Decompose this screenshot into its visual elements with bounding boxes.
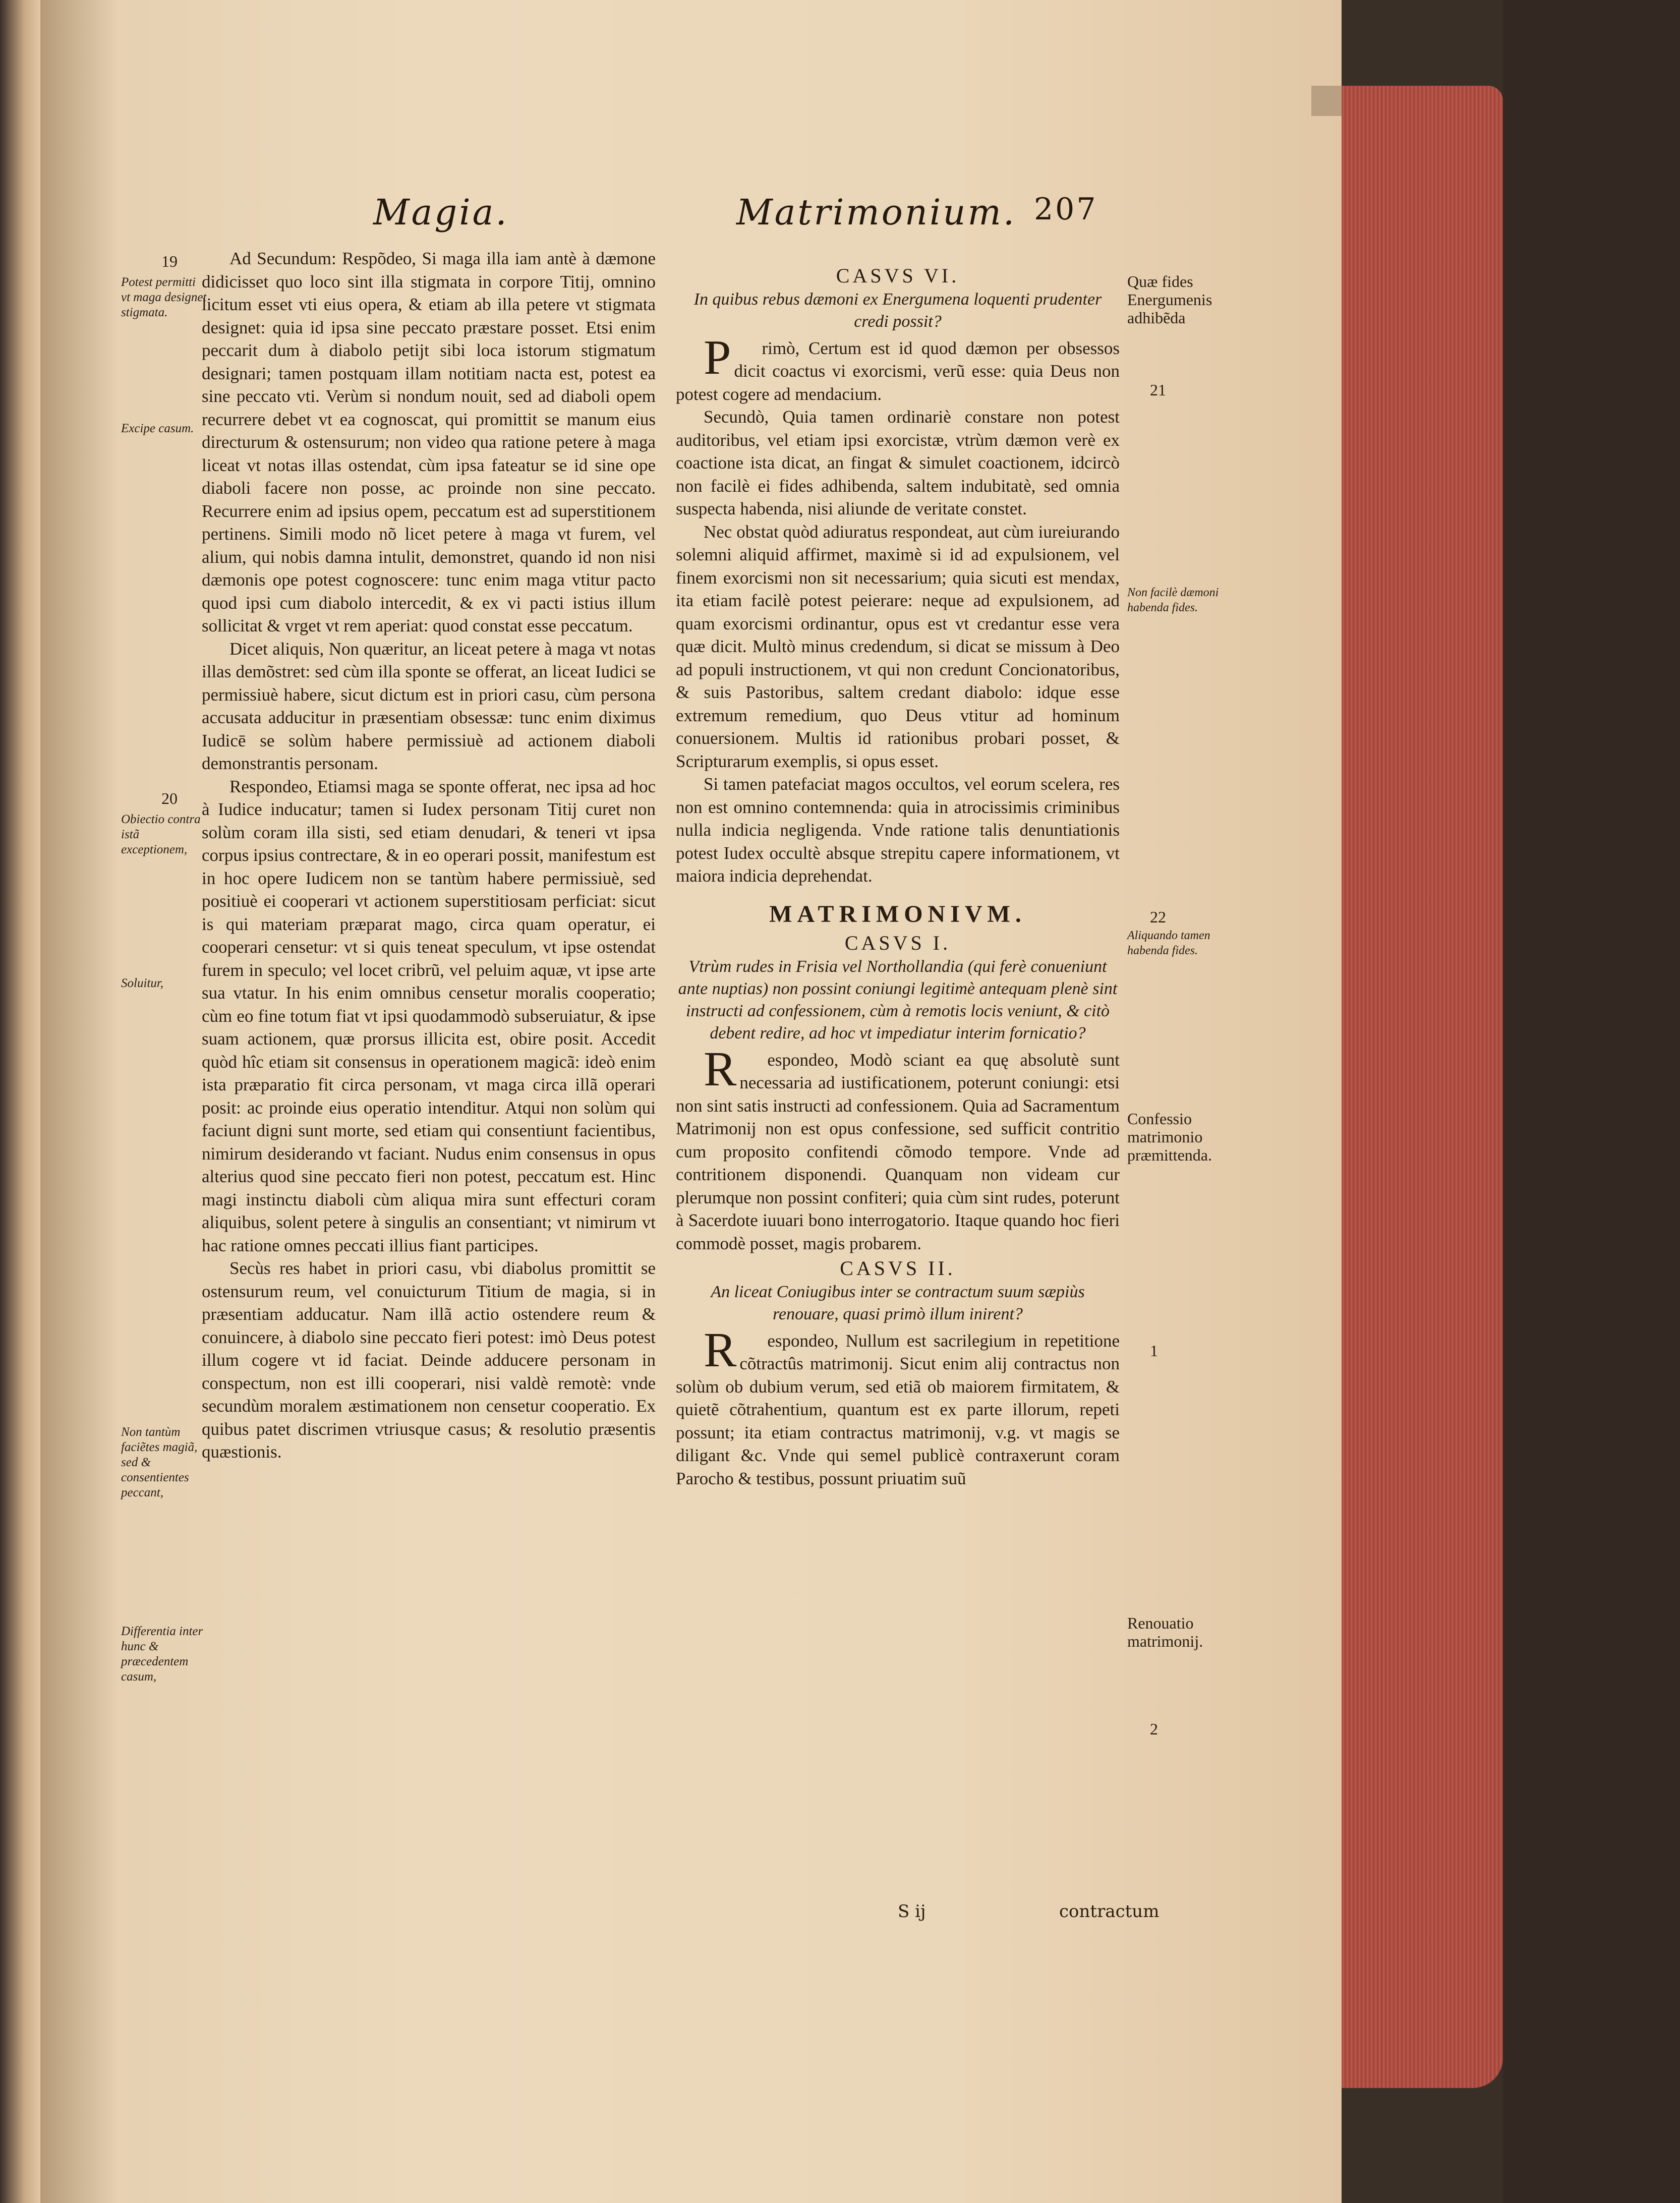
casus-heading: CASVS VI.: [836, 264, 960, 287]
casus-heading: CASVS II.: [840, 1257, 956, 1280]
casus-question: In quibus rebus dæmoni ex Energumena loquenti prudenter credi possit?: [693, 289, 1102, 331]
margin-number: 22: [1150, 908, 1166, 926]
red-page-edges: [1342, 86, 1503, 2088]
paragraph: Respondeo, Nullum est sacrilegium in repetitione cõtractûs matrimonij. Sicut enim alij contractus non solùm ob dubium verum, sed etiã ob maiorem firmitatem, & quietẽ cõtrahentium, quantum est ex parte illorum, repeti possunt; ita etiam contractus matrimonij, v.g. vt magis se diligant &c. Vnde qui semel publicè contraxerunt coram Parocho & testibus, possunt priuatim suũ: [676, 1322, 1120, 1488]
margin-note: Potest permitti vt maga designet stigmata.: [121, 275, 207, 319]
paragraph: Respondeo, Modò sciant ea quę absolutè sunt necessaria ad iustificationem, poterunt coniungi: etsi non sint satis instructi ad confessionem. Quia ad Sacramentum Matrimonij non est opus confessione, sed sufficit contritio cum proposito confitendi cõmodo tempore. Vnde ad contritionem disponendi. Quanquam non videam cur plerumque non possint confiteri; quia cùm sint rudes, poterunt à Sacerdote iuuari bono interrogatorio. Itaque quando hoc fieri commodè posset, magis probarem.: [676, 1041, 1120, 1253]
facing-page-edge: [0, 0, 40, 2203]
right-column: [676, 262, 1120, 1490]
margin-number: 21: [1150, 381, 1166, 399]
margin-note: Non tantùm faciẽtes magiã, sed & consentientes peccant,: [121, 1425, 198, 1499]
margin-note: Confessio matrimonio præmittenda.: [1127, 1110, 1212, 1164]
margin-note: Obiectio contra istã exceptionem,: [121, 813, 201, 856]
margin-number: 2: [1150, 1720, 1158, 1738]
paragraph: Ad Secundum: Respõdeo, Si maga illa iam antè à dæmone didicisset quo loco sint illa stigmata in corpore Titij, omnino licitum esset vti eius opera, & etiam ab illa petere vt stigmata designet: quia id ipsa sine peccato præstare posset. Etsi enim peccarit dum à diabolo petijt sibi loca istorum stigmatum designari; tamen postquam illam notitiam nacta est, potest ea sine peccato vti. Verùm si nondum nouit, sed ad diaboli opem recurrere debet vt ea cognoscat, qui promittit se manum eius directurum & ostensurum; non video qua ratione petere à maga liceat vt notas illas ostendat, cùm ipsa fateatur se id sine ope diaboli facere non posse, ac proinde non sine peccato. Recurrere enim ad ipsius opem, peccatum est ad superstitionem pertinens. Simili modo nõ licet petere à maga vt furem, vel alium, qui nobis damna intulit, demonstret, quando id non nisi dæmonis ope potest cognoscere: tunc enim maga vtitur pacto quod ipsi cum diabolo intercedit, & ex vi pacti istius illum sollicitat & vrget vt rem aperiat: quod constat esse peccatum.: [202, 249, 656, 635]
left-column: [202, 247, 656, 1464]
margin-number: 1: [1150, 1342, 1158, 1360]
catchword: contractum: [1059, 1901, 1160, 1922]
paragraph: Secùs res habet in priori casu, vbi diabolus promittit se ostensurum reum, vel conuicturum Titium de magia, si in præsentiam adducatur. Nam illã actio ostendere reum & conuincere, à diabolo sine peccato fieri potest: imò Deus potest illum cogere vt id faciat. Deinde adducere personam in conspectum, non est illi cooperari, nisi valdè remotè: vnde secundùm moralem æstimationem non censetur cooperatio. Ex quibus patet discrimen vtriusque casus; & resolutio præsentis quæstionis.: [202, 1258, 656, 1462]
page-number: 207: [1034, 192, 1098, 227]
paragraph: Nec obstat quòd adiuratus respondeat, aut cùm iureiurando solemni aliquid affirmet, maximè si id ad expulsionem, vel finem exorcismi non sit necessarium; quia sicuti est mendax, ita etiam facilè potest peierare: neque ad expulsionem, ad quam exorcismi ordinantur, opus est vt credantur esse vera quæ dicit. Multò minus credendum, si dicat se missum à Deo ad populi instructionem, vt qui non credunt Concionatoribus, & suis Pastoribus, saltem credant diabolo: idque esse extremum remedium, quo Deus vtitur ad hominum conuersionem. Multis id rationibus probari posset, & Scripturarum exemplis, si opus esset.: [676, 521, 1120, 771]
casus-question: An liceat Coniugibus inter se contractum suum sæpiùs renouare, quasi primò illum inirent?: [711, 1282, 1085, 1323]
section-title: MATRIMONIVM.: [769, 900, 1026, 927]
paragraph: Respondeo, Etiamsi maga se sponte offerat, nec ipsa ad hoc à Iudice inducatur; tamen si Iudex personam Titij curet non solùm coram illa sisti, sed etiam denudari, & teneri vt ipsa corpus ipsius contrectare, & in eo operari possit, manifestum est in hoc opere Iudicem non se tantùm habere permissiuè, sed positiuè ei cooperari vt actionem superstitiosam perficiat: sicut is qui materiam præparat mago, circa quam operatur, ei cooperari censetur: vt si quis teneat speculum, vt ipse ostendat furem in speculo; vel locet cribrũ, vel peluim aquæ, vt ipse arte sua vtatur. In his enim omnibus censetur moralis cooperatio; cùm eo fine totum fiat vt ipsi quodammodò subseruiatur, & ipse suam actionem, quæ prorsus illicita est, obire posit. Accedit quòd hîc etiam sit consensus in operationem magicã: ideò enim ista præparatio fit circa personam, vt maga circa illã operari posit: ac proinde eius operatio intenditur. Atqui non solùm qui faciunt digni sunt morte, sed etiam qui consentiunt facientibus, nimirum desiderando vt faciant. Nudus enim consensus in opus alterius quod sine peccato fieri non potest, peccatum est. Hinc magi instinctu diaboli cùm aliqua mira sunt effecturi coram aliquibus, solent petere à singulis an consentiant; vt nimirum vt hac ratione omnes peccati illius fiant participes.: [202, 776, 656, 1255]
margin-note: Renouatio matrimonij.: [1127, 1614, 1203, 1650]
signature-mark: S ij: [898, 1901, 926, 1922]
paragraph: Si tamen patefaciat magos occultos, vel eorum scelera, res non est omnino contemnenda: quia in atrocissimis criminibus nulla indicia negligenda. Vnde ratione talis denuntiationis potest Iudex occultè absque strepitu capere informationem, vt maiora indicia deprehendat.: [676, 774, 1120, 886]
running-head-left: Magia.: [373, 192, 509, 233]
paragraph: Dicet aliquis, Non quæritur, an liceat petere à maga vt notas illas demõstret: sed cùm illa sponte se offerat, an liceat Iudici se permissiuè habere, sicut dictum est in priori casu, cùm persona accusata adducitur in præsentiam obsessæ: tunc enim diximus Iudicē se solùm habere permissiuè ad actionem diaboli demonstrantis personam.: [202, 639, 656, 773]
running-head-right: Matrimonium.: [736, 192, 1017, 233]
margin-note: Non facilè dæmoni habenda fides.: [1127, 586, 1219, 614]
background-right: [1503, 0, 1680, 2203]
margin-note: Quæ fides Energumenis adhibẽda: [1127, 272, 1212, 327]
margin-note: Differentia inter hunc & præcedentem casum,: [121, 1625, 203, 1684]
margin-note: Aliquando tamen habenda fides.: [1127, 929, 1210, 957]
paragraph: Primò, Certum est id quod dæmon per obsessos dicit coactus vi exorcismi, verũ esse: quia Deus non potest cogere ad mendacium.: [676, 330, 1120, 404]
paragraph: Secundò, Quia tamen ordinariè constare non potest auditoribus, vel etiam ipsi exorcistæ, vtrùm dæmon verè ex coactione ista dicat, an fingat & simulet coactionem, idcircò non facilè ei fides adhibenda, saltem indubitatè, sed omnia suspecta habenda, nisi aliunde de veritate constet.: [676, 407, 1120, 518]
margin-note: Excipe casum.: [121, 422, 194, 435]
margin-number: 19: [161, 252, 178, 270]
casus-question: Vtrùm rudes in Frisia vel Northollandia (qui ferè conueniunt ante nuptias) non possint coniungi legitimè antequam plenè sint instructi ad confessionem, cùm à remotis locis veniunt, & citò debent redire, ad hoc vt impediatur interim fornicatio?: [678, 957, 1118, 1042]
margin-number: 20: [161, 789, 178, 807]
casus-heading: CASVS I.: [844, 932, 951, 954]
margin-note: Soluitur,: [121, 976, 164, 990]
